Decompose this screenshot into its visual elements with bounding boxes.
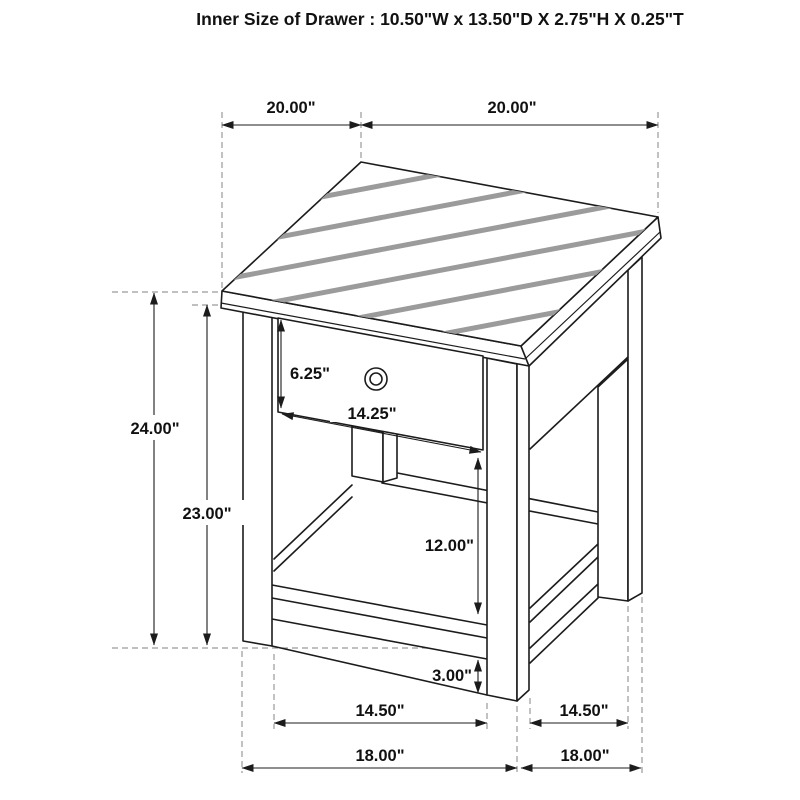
label-drawer-width: 14.25": [347, 405, 397, 423]
shelf-side-top-edge: [530, 544, 598, 608]
shelf-front-bottom-edge: [272, 598, 487, 638]
back-right-leg-front-face: [598, 359, 628, 601]
side-stretcher-bottom-edge: [530, 598, 598, 663]
table-drawing: [200, 129, 680, 701]
front-right-leg-side-face: [517, 353, 529, 701]
front-left-leg: [243, 309, 272, 646]
shelf-front-top-edge: [272, 585, 487, 625]
label-base-width-front: 18.00": [355, 747, 405, 765]
label-bottom-rail-height: 3.00": [432, 667, 472, 685]
label-shelf-width-side: 14.50": [559, 702, 609, 720]
inner-left-rail-bottom-edge: [274, 497, 352, 571]
shelf-side-bottom-edge: [530, 557, 598, 622]
label-leg-height: 23.00": [182, 505, 232, 523]
inner-left-rail-top-edge: [274, 485, 352, 559]
front-right-leg-front-face: [487, 358, 517, 701]
diagram-title: Inner Size of Drawer : 10.50"W x 13.50"D X 2.75"H X 0.25"T: [196, 9, 684, 29]
back-right-leg-side-face: [628, 257, 642, 601]
back-leg-side-face: [383, 429, 397, 482]
label-top-width-right: 20.00": [487, 99, 537, 117]
side-stretcher-top-edge: [530, 584, 598, 648]
label-top-width-left: 20.00": [266, 99, 316, 117]
label-base-width-side: 18.00": [560, 747, 610, 765]
back-leg-front-face: [352, 426, 383, 482]
label-overall-height: 24.00": [130, 420, 180, 438]
label-shelf-width-front: 14.50": [355, 702, 405, 720]
label-open-shelf-height: 12.00": [424, 537, 474, 555]
label-drawer-height: 6.25": [290, 365, 330, 383]
